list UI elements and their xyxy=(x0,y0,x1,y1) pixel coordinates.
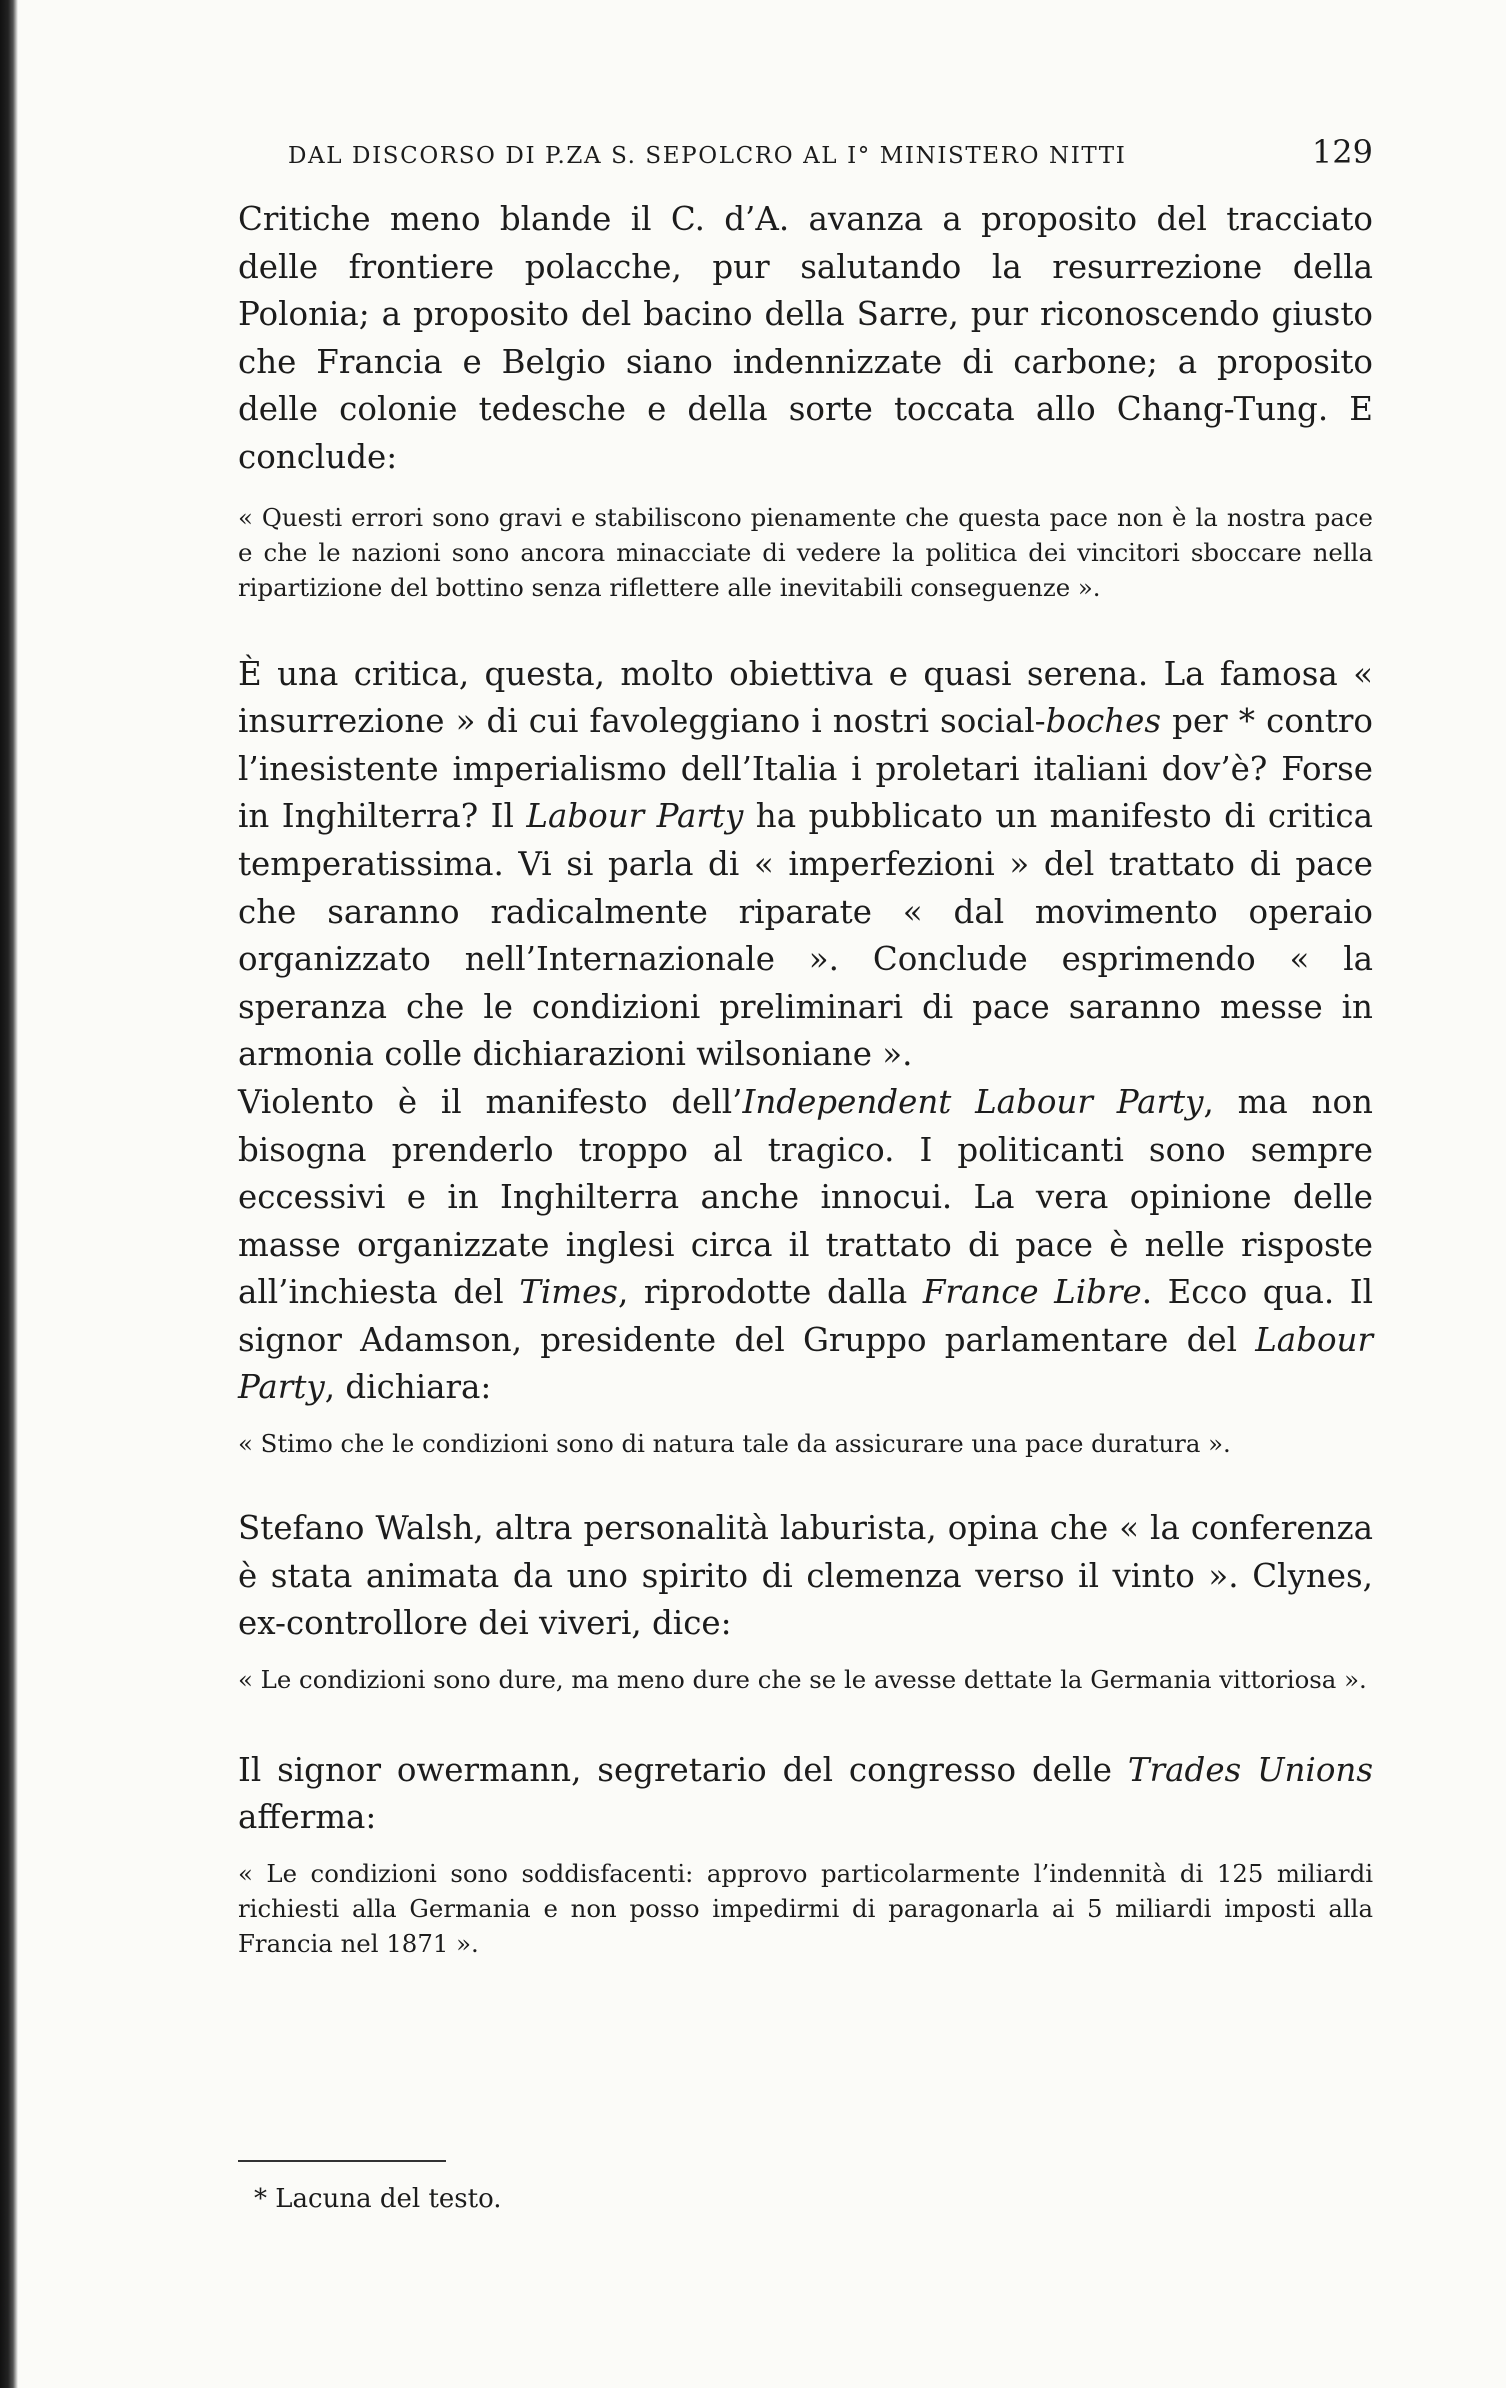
paragraph-critica-obiettiva xyxy=(238,651,1373,1079)
quote-clynes: « Le condizioni sono dure, ma meno dure che se le avesse dettate la Germania vittoriosa ». xyxy=(238,1664,1367,1694)
text-italic: Independent Labour Party xyxy=(742,1082,1204,1121)
running-title: DAL DISCORSO DI P.ZA S. SEPOLCRO AL I° MINISTERO NITTI xyxy=(288,143,1127,169)
text-italic: boches xyxy=(1045,702,1162,741)
text: per * contro l’inesistente imperialismo dell’Italia i proletari italiani dov’è? Forse in Inghilterra? Il xyxy=(238,702,1373,836)
text: , riprodotte dalla xyxy=(618,1273,923,1312)
text-italic: Labour Party xyxy=(238,1320,1373,1407)
quote-adamson: « Stimo che le condizioni sono di natura tale da assicurare una pace duratura ». xyxy=(238,1429,1231,1459)
paragraph-trades-unions xyxy=(238,1747,1373,1842)
paragraph-walsh: Stefano Walsh, altra personalità laburista, opina che « la conferenza è stata animata da uno spirito di clemenza verso il vinto ». Clynes, ex-controllore dei viveri, dice: xyxy=(238,1509,1373,1643)
quote-soddisfacenti: « Le condizioni sono soddisfacenti: approvo particolarmente l’indennità di 125 miliardi richiesti alla Germania e non posso impedirmi di paragonarla ai 5 miliardi imposti alla Francia nel 1871 ». xyxy=(238,1859,1373,1959)
text-italic: France Libre xyxy=(922,1273,1142,1312)
running-header xyxy=(238,133,1373,171)
page-body xyxy=(238,196,1373,1961)
text-italic: Trades Unions xyxy=(1127,1750,1373,1789)
text: Il signor owermann, segretario del congresso delle xyxy=(238,1750,1128,1789)
text-italic: Labour Party xyxy=(526,797,744,836)
text: Violento è il manifesto dell’ xyxy=(238,1082,743,1121)
quote-questi-errori: « Questi errori sono gravi e stabiliscono pienamente che questa pace non è la nostra pace e che le nazioni sono ancora minacciate di vedere la politica dei vincitori sboccare nella ripartizione del bottino senza riflettere alle inevitabili conseguenze ». xyxy=(238,502,1373,602)
text: . Ecco qua. Il signor Adamson, presidente del Gruppo parlamentare del xyxy=(238,1273,1373,1359)
text: ha pubblicato un manifesto di critica temperatissima. Vi si parla di « imperfezioni » del trattato di pace che saranno radicalmente riparate « dal movimento operaio organizzato nell’Internazionale ». Conclude esprimendo « la speranza che le condizioni preliminari di pace saranno messe in armonia colle dichiarazioni wilsoniane ». xyxy=(238,797,1373,1074)
text: afferma: xyxy=(238,1798,377,1837)
text: , ma non bisogna prenderlo troppo al tragico. I politicanti sono sempre eccessivi e in Inghilterra anche innocui. La vera opinione delle masse organizzate inglesi circa il trattato di pace è nelle risposte all’inchiesta del xyxy=(238,1082,1373,1312)
footnote: * Lacuna del testo. xyxy=(254,2184,502,2214)
footnote-rule xyxy=(238,2160,446,2162)
text: È una critica, questa, molto obiettiva e quasi serena. La famosa « insurrezione » di cui favoleggiano i nostri social- xyxy=(238,654,1373,741)
paragraph-violento xyxy=(238,1079,1373,1412)
text: , dichiara: xyxy=(324,1368,492,1407)
page-number: 129 xyxy=(1311,133,1373,171)
scan-binding-edge xyxy=(0,0,18,2388)
paragraph-critiche: Critiche meno blande il C. d’A. avanza a proposito del tracciato delle frontiere polacche, pur salutando la resurrezione della Polonia; a proposito del bacino della Sarre, pur riconoscendo giusto che Francia e Belgio siano indennizzate di carbone; a proposito delle colonie tedesche e della sorte toccata allo Chang-Tung. E conclude: xyxy=(238,200,1373,476)
text-italic: Times xyxy=(519,1273,618,1312)
